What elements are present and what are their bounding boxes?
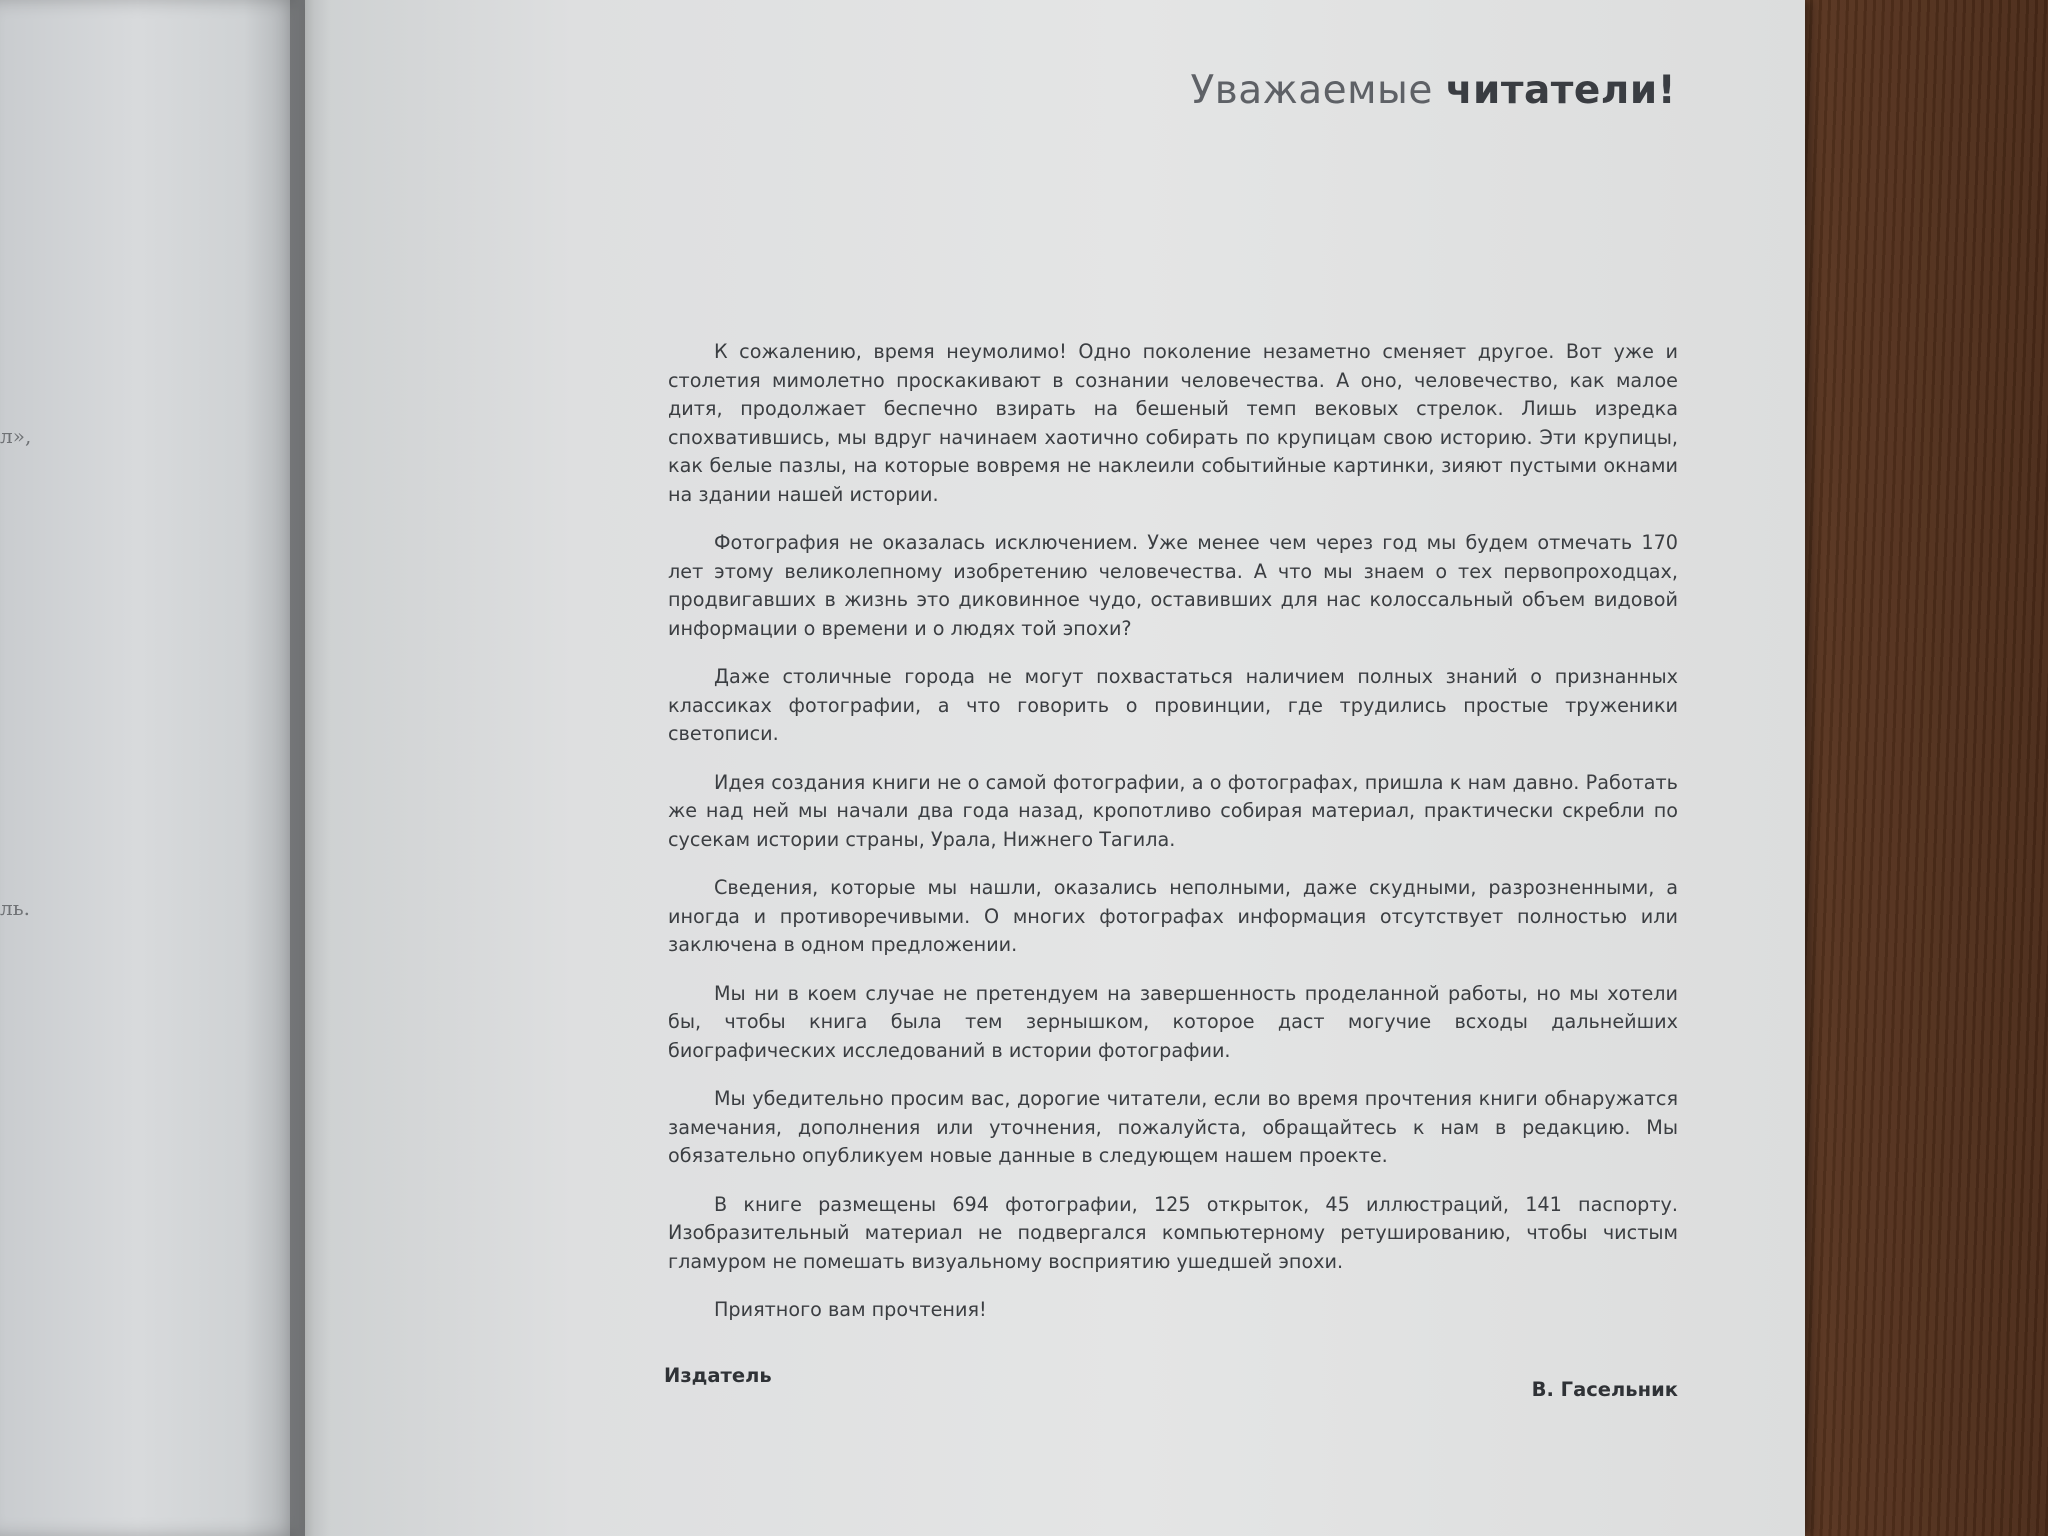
page-title [1150, 68, 1676, 113]
book-spine-shadow [290, 0, 330, 1536]
left-page-text-fragment: ль. [0, 896, 30, 920]
paragraph: В книге размещены 694 фотографии, 125 открыток, 45 иллюстраций, 141 паспорту. Изобразительный материал не подвергался компьютерному ретушированию, чтобы чистым гламуром не помешать визуальному восприятию ушедшей эпохи. [668, 1192, 1678, 1273]
paragraph: Приятного вам прочтения! [714, 1298, 987, 1321]
paragraph: Мы убедительно просим вас, дорогие читатели, если во время прочтения книги обнаружатся замечания, дополнения или уточнения, пожалуйста, обращайтесь к нам в редакцию. Мы обязательно опубликуем новые данные в следующем нашем проекте. [668, 1087, 1678, 1167]
paragraph: К сожалению, время неумолимо! Одно поколение незаметно сменяет другое. Вот уже и столетия мимолетно проскакивают в сознании человечества. А оно, человечество, как малое дитя, продолжает беспечно взирать на бешеный темп вековых стрелок. Лишь изредка спохватившись, мы вдруг начинаем хаотично собирать по крупицам свою историю. Эти крупицы, как белые пазлы, на которые вовремя не наклеили событийные картинки, зияют пустыми окнами на здании нашей истории. [668, 340, 1678, 506]
paragraph: Даже столичные города не могут похвастаться наличием полных знаний о признанных классиках фотографии, а что говорить о провинции, где трудились простые труженики светописи. [668, 665, 1678, 745]
paragraph: Идея создания книги не о самой фотографии, а о фотографах, пришла к нам давно. Работать же над ней мы начали два года назад, кропотливо собирая материал, практически скребли по сусекам истории страны, Урала, Нижнего Тагила. [668, 770, 1678, 851]
paragraph: Фотография не оказалась исключением. Уже менее чем через год мы будем отмечать 170 лет этому великолепному изобретению человечества. А что мы знаем о тех первопроходцах, продвигавших в жизнь это диковинное чудо, оставивших для нас колоссальный объем видовой информации о времени и о людях той эпохи? [668, 531, 1678, 640]
title-normal: Уважаемые [1190, 68, 1446, 113]
signature-publisher: Издатель [664, 1364, 772, 1387]
paragraph: Мы ни в коем случае не претендуем на завершенность проделанной работы, но мы хотели бы, чтобы книга была тем зернышком, которое даст могучие всходы дальнейших биографических исследований в истории фотографии. [668, 981, 1678, 1062]
letter-body [668, 338, 1678, 1345]
paragraph: Сведения, которые мы нашли, оказались неполными, даже скудными, разрозненными, а иногда и противоречивыми. О многих фотографах информация отсутствует полностью или заключена в одном предложении. [668, 876, 1678, 956]
left-page [0, 0, 305, 1536]
title-bold: читатели! [1445, 68, 1676, 113]
left-page-text-fragment: л», [0, 424, 32, 448]
signature-author: В. Гасельник [1531, 1378, 1678, 1401]
